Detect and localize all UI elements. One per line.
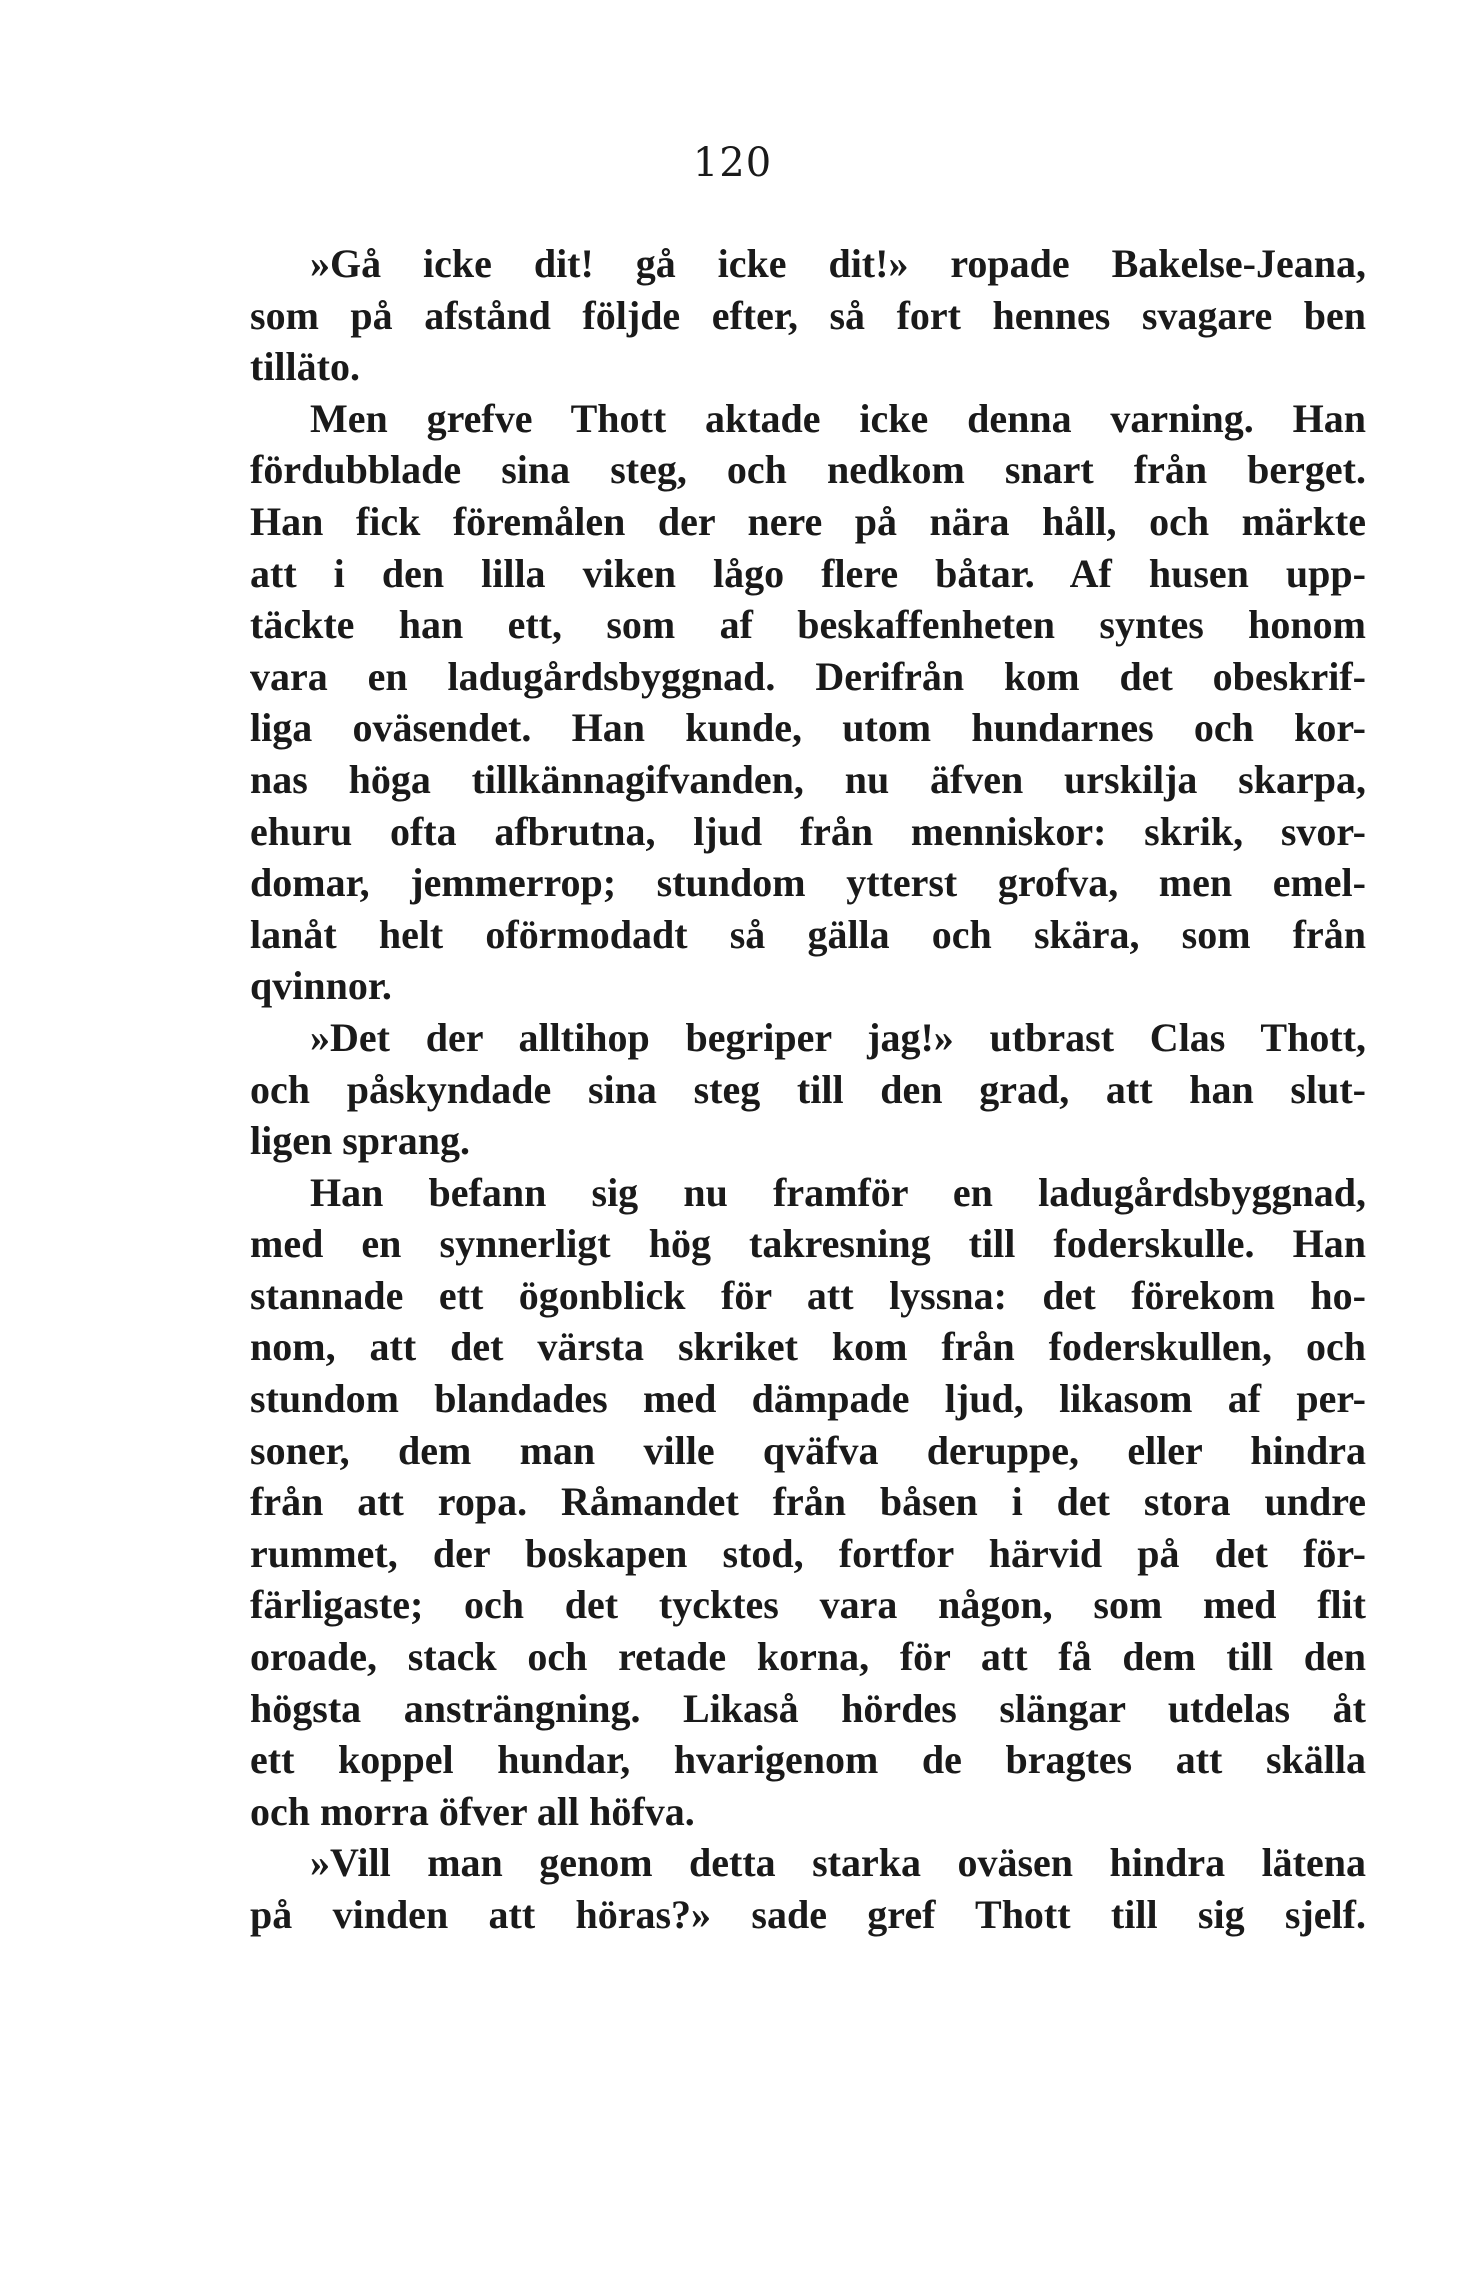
- text-line: Han befann sig nu framför en ladugårdsbyggnad,: [310, 1169, 1366, 1215]
- body-text: [250, 238, 1366, 1941]
- page-number: 120: [692, 140, 773, 186]
- text-line: och påskyndade sina steg till den grad, att han slut-: [250, 1066, 1366, 1112]
- text-line: qvinnor.: [250, 963, 392, 1009]
- text-line: »Gå icke dit! gå icke dit!» ropade Bakelse-Jeana,: [310, 241, 1366, 286]
- text-line: »Det der alltihop begriper jag!» utbrast Clas Thott,: [310, 1014, 1366, 1060]
- text-line: »Vill man genom detta starka oväsen hindra lätena: [310, 1840, 1366, 1886]
- text-line: med en synnerligt hög takresning till foderskulle. Han: [250, 1221, 1366, 1267]
- text-line: nom, att det värsta skriket kom från foderskullen, och: [250, 1324, 1366, 1370]
- text-line: oroade, stack och retade korna, för att få dem till den: [250, 1634, 1366, 1680]
- text-line: rummet, der boskapen stod, fortfor härvid på det för-: [250, 1530, 1366, 1576]
- text-line: fördubblade sina steg, och nedkom snart från berget.: [250, 447, 1366, 493]
- text-line: ligen sprang.: [250, 1118, 471, 1164]
- text-line: soner, dem man ville qväfva deruppe, eller hindra: [250, 1427, 1366, 1473]
- text-line: vara en ladugårdsbyggnad. Derifrån kom det obeskrif-: [250, 653, 1366, 699]
- text-line: stundom blandades med dämpade ljud, likasom af per-: [250, 1376, 1366, 1422]
- text-line: högsta ansträngning. Likaså hördes slängar utdelas åt: [250, 1685, 1366, 1731]
- text-line: stannade ett ögonblick för att lyssna: det förekom ho-: [250, 1272, 1366, 1318]
- text-line: som på afstånd följde efter, så fort hennes svagare ben: [250, 292, 1366, 338]
- text-line: lanåt helt oförmodadt så gälla och skära, som från: [250, 911, 1366, 957]
- text-line: färligaste; och det tycktes vara någon, som med flit: [250, 1582, 1366, 1628]
- text-line: tilläto.: [250, 344, 360, 390]
- text-line: Han fick föremålen der nere på nära håll, och märkte: [250, 498, 1366, 544]
- text-line: ett koppel hundar, hvarigenom de bragtes att skälla: [250, 1737, 1366, 1783]
- text-line: nas höga tillkännagifvanden, nu äfven urskilja skarpa,: [250, 756, 1366, 802]
- text-line: Men grefve Thott aktade icke denna varning. Han: [310, 395, 1366, 441]
- text-line: täckte han ett, som af beskaffenheten syntes honom: [250, 602, 1366, 648]
- text-line: liga oväsendet. Han kunde, utom hundarnes och kor-: [250, 705, 1366, 751]
- text-line: på vinden att höras?» sade gref Thott till sig sjelf.: [250, 1892, 1366, 1937]
- text-line: att i den lilla viken lågo flere båtar. Af husen upp-: [250, 550, 1366, 596]
- text-line: ehuru ofta afbrutna, ljud från menniskor: skrik, svor-: [250, 808, 1366, 854]
- text-line: från att ropa. Råmandet från båsen i det stora undre: [250, 1479, 1366, 1525]
- text-line: domar, jemmerrop; stundom ytterst grofva, men emel-: [250, 860, 1366, 906]
- text-line: och morra öfver all höfva.: [250, 1788, 695, 1834]
